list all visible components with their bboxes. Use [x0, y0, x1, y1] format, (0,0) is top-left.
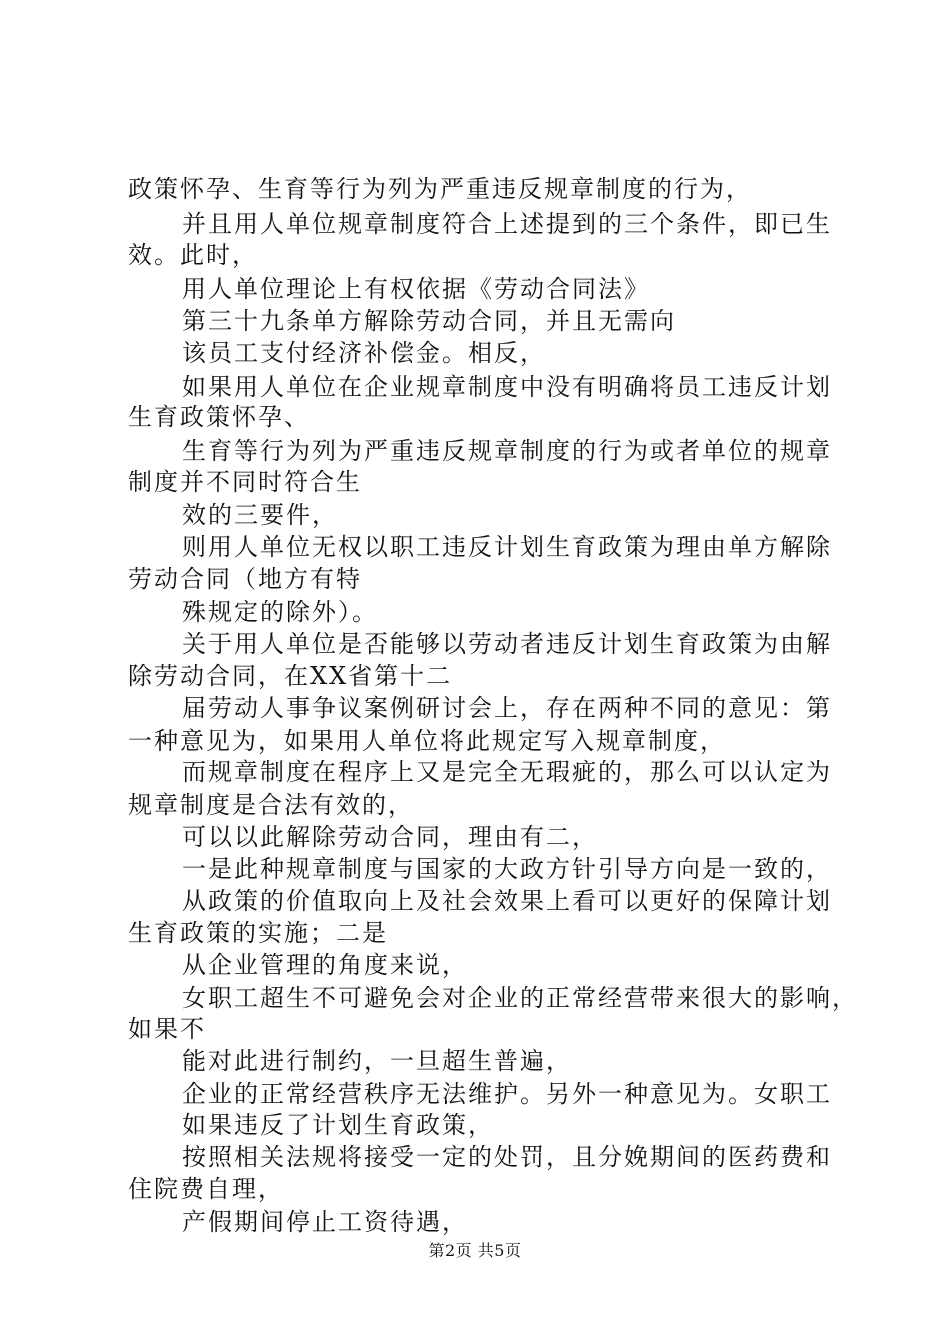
text-line: 企业的正常经营秩序无法维护。另外一种意见为。女职工 [182, 1080, 832, 1108]
text-line: 政策怀孕、生育等行为列为严重违反规章制度的行为， [128, 175, 752, 203]
text-line: 效的三要件， [182, 501, 338, 529]
text-line: 一是此种规章制度与国家的大政方针引导方向是一致的， [182, 855, 832, 883]
text-line: 从企业管理的角度来说， [182, 951, 468, 979]
text-line: 一种意见为，如果用人单位将此规定写入规章制度， [128, 727, 726, 755]
text-line: 则用人单位无权以职工违反计划生育政策为理由单方解除 [182, 533, 832, 561]
text-line: 能对此进行制约，一旦超生普遍， [182, 1047, 572, 1075]
text-line: 如果不 [128, 1015, 206, 1043]
text-line: 女职工超生不可避免会对企业的正常经营带来很大的影响， [182, 984, 858, 1012]
text-line: 按照相关法规将接受一定的处罚，且分娩期间的医药费和 [182, 1143, 832, 1171]
text-line: 生育政策怀孕、 [128, 403, 310, 431]
text-line: 如果违反了计划生育政策， [182, 1111, 494, 1139]
text-line: 劳动合同（地方有特 [128, 565, 362, 593]
text-line: 效。此时， [128, 241, 258, 269]
text-line: 并且用人单位规章制度符合上述提到的三个条件，即已生 [182, 210, 832, 238]
page-number-footer: 第2页 共5页 [428, 1241, 522, 1260]
text-line: 生育等行为列为严重违反规章制度的行为或者单位的规章 [182, 437, 832, 465]
text-line: 而规章制度在程序上又是完全无瑕疵的，那么可以认定为 [182, 758, 832, 786]
text-line: 用人单位理论上有权依据《劳动合同法》 [182, 275, 650, 303]
text-line: 该员工支付经济补偿金。相反， [182, 339, 546, 367]
text-line: 从政策的价值取向上及社会效果上看可以更好的保障计划 [182, 887, 832, 915]
text-line: 第三十九条单方解除劳动合同，并且无需向 [182, 307, 676, 335]
text-line: 除劳动合同，在XX省第十二 [128, 662, 453, 690]
text-line: 制度并不同时符合生 [128, 468, 362, 496]
text-line: 关于用人单位是否能够以劳动者违反计划生育政策为由解 [182, 630, 832, 658]
text-line: 规章制度是合法有效的， [128, 791, 414, 819]
text-line: 可以以此解除劳动合同，理由有二， [182, 823, 598, 851]
text-line: 住院费自理， [128, 1175, 284, 1203]
text-line: 如果用人单位在企业规章制度中没有明确将员工违反计划 [182, 373, 832, 401]
text-line: 届劳动人事争议案例研讨会上，存在两种不同的意见：第 [182, 694, 832, 722]
text-line: 生育政策的实施；二是 [128, 919, 388, 947]
text-line: 产假期间停止工资待遇， [182, 1208, 468, 1236]
text-line: 殊规定的除外）。 [182, 598, 378, 626]
